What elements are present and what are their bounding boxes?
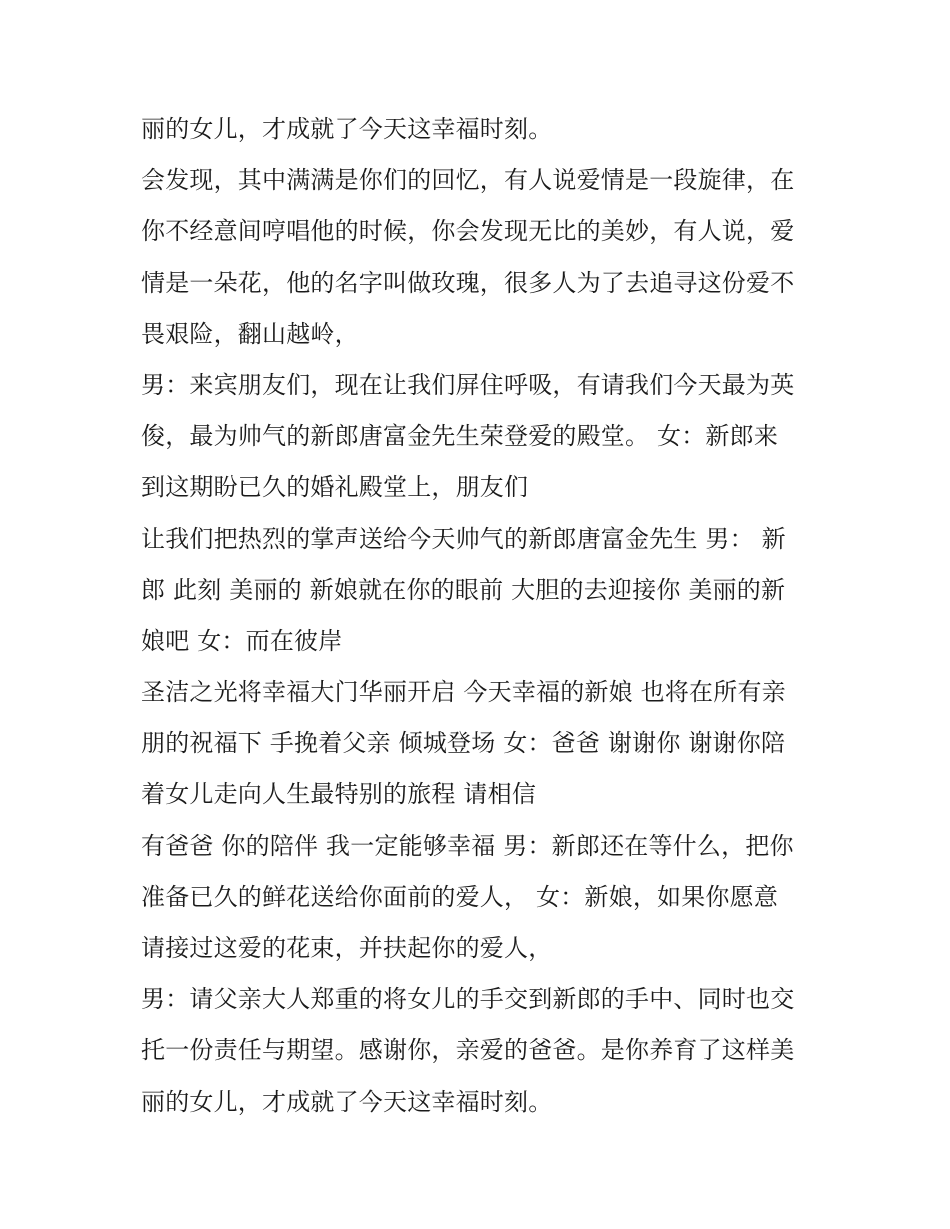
- text-line: 请接过这爱的花束，并扶起你的爱人，: [141, 934, 553, 962]
- text-line: 着女儿走向人生最特别的旅程 请相信: [141, 780, 537, 809]
- text-line: 到这期盼已久的婚礼殿堂上，朋友们: [141, 473, 529, 502]
- text-line: 情是一朵花，他的名字叫做玫瑰，很多人为了去追寻这份爱不: [141, 268, 795, 297]
- text-line: 男：请父亲大人郑重的将女儿的手交到新郎的手中、同时也交: [141, 985, 795, 1014]
- text-line: 圣洁之光将幸福大门华丽开启 今天幸福的新娘 也将在所有亲: [141, 678, 786, 707]
- text-line: 丽的女儿，才成就了今天这幸福时刻。: [141, 115, 553, 143]
- text-line: 准备已久的鲜花送给你面前的爱人， 女：新娘，如果你愿意: [141, 882, 779, 911]
- text-line: 有爸爸 你的陪伴 我一定能够幸福 男：新郎还在等什么，把你: [141, 831, 794, 860]
- text-line: 会发现，其中满满是你们的回忆，有人说爱情是一段旋律，在: [141, 166, 795, 195]
- text-line: 你不经意间哼唱他的时候，你会发现无比的美妙，有人说，爱: [141, 217, 795, 246]
- text-line: 让我们把热烈的掌声送给今天帅气的新郎唐富金先生 男： 新: [141, 524, 786, 553]
- text-line: 朋的祝福下 手挽着父亲 倾城登场 女：爸爸 谢谢你 谢谢你陪: [141, 729, 786, 758]
- text-line: 娘吧 女：而在彼岸: [141, 626, 343, 655]
- text-line: 俊，最为帅气的新郎唐富金先生荣登爱的殿堂。 女：新郎来: [141, 422, 779, 451]
- text-line: 郎 此刻 美丽的 新娘就在你的眼前 大胆的去迎接你 美丽的新: [141, 575, 786, 604]
- text-line: 丽的女儿，才成就了今天这幸福时刻。: [141, 1087, 553, 1116]
- text-line: 畏艰险，翻山越岭，: [141, 319, 359, 348]
- document-body: [141, 104, 821, 1128]
- text-line: 男：来宾朋友们，现在让我们屏住呼吸，有请我们今天最为英: [141, 370, 795, 399]
- text-line: 托一份责任与期望。感谢你，亲爱的爸爸。是你养育了这样美: [141, 1036, 795, 1065]
